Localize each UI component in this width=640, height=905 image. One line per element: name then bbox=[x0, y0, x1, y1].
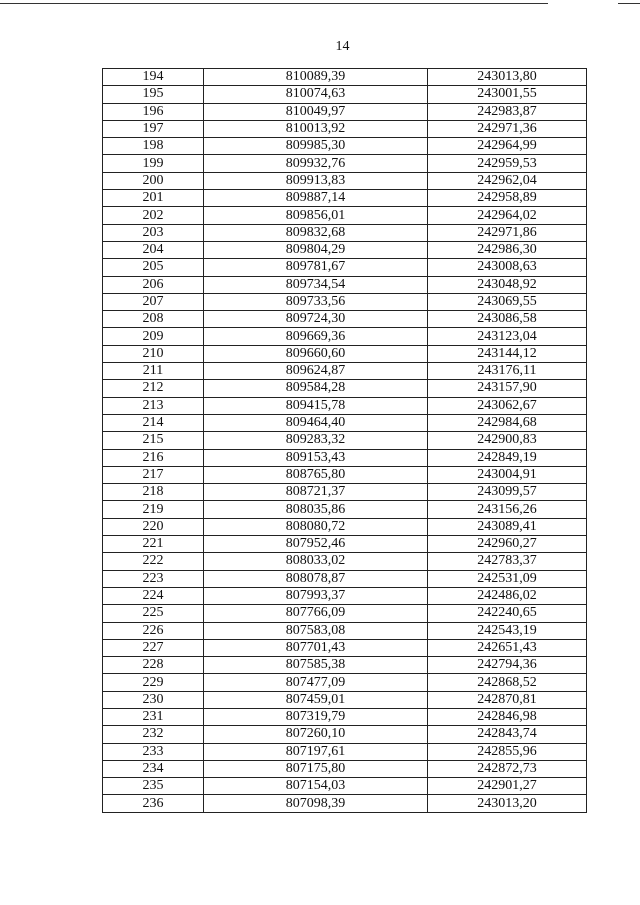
coordinates-table-body bbox=[103, 69, 587, 813]
x-coordinate-cell: 809464,40 bbox=[204, 414, 428, 431]
y-coordinate-cell: 242240,65 bbox=[428, 605, 587, 622]
point-number-cell: 203 bbox=[103, 224, 204, 241]
x-coordinate-cell: 807583,08 bbox=[204, 622, 428, 639]
x-coordinate-cell: 807154,03 bbox=[204, 778, 428, 795]
point-number-cell: 229 bbox=[103, 674, 204, 691]
table-row bbox=[103, 172, 587, 189]
table-row bbox=[103, 207, 587, 224]
table-row bbox=[103, 570, 587, 587]
point-number-cell: 219 bbox=[103, 501, 204, 518]
y-coordinate-cell: 243062,67 bbox=[428, 397, 587, 414]
x-coordinate-cell: 809415,78 bbox=[204, 397, 428, 414]
y-coordinate-cell: 243013,20 bbox=[428, 795, 587, 812]
table-row bbox=[103, 518, 587, 535]
point-number-cell: 209 bbox=[103, 328, 204, 345]
table-row bbox=[103, 397, 587, 414]
table-row bbox=[103, 501, 587, 518]
y-coordinate-cell: 243099,57 bbox=[428, 484, 587, 501]
point-number-cell: 226 bbox=[103, 622, 204, 639]
point-number-cell: 217 bbox=[103, 466, 204, 483]
x-coordinate-cell: 809804,29 bbox=[204, 241, 428, 258]
table-row bbox=[103, 414, 587, 431]
y-coordinate-cell: 242900,83 bbox=[428, 432, 587, 449]
y-coordinate-cell: 242962,04 bbox=[428, 172, 587, 189]
table-row bbox=[103, 726, 587, 743]
point-number-cell: 208 bbox=[103, 311, 204, 328]
point-number-cell: 231 bbox=[103, 708, 204, 725]
y-coordinate-cell: 242846,98 bbox=[428, 708, 587, 725]
y-coordinate-cell: 242958,89 bbox=[428, 190, 587, 207]
x-coordinate-cell: 809932,76 bbox=[204, 155, 428, 172]
table-row bbox=[103, 155, 587, 172]
table-row bbox=[103, 760, 587, 777]
y-coordinate-cell: 243144,12 bbox=[428, 345, 587, 362]
x-coordinate-cell: 809856,01 bbox=[204, 207, 428, 224]
y-coordinate-cell: 243157,90 bbox=[428, 380, 587, 397]
y-coordinate-cell: 242868,52 bbox=[428, 674, 587, 691]
x-coordinate-cell: 807952,46 bbox=[204, 536, 428, 553]
table-row bbox=[103, 605, 587, 622]
y-coordinate-cell: 242901,27 bbox=[428, 778, 587, 795]
x-coordinate-cell: 810049,97 bbox=[204, 103, 428, 120]
x-coordinate-cell: 807585,38 bbox=[204, 657, 428, 674]
table-row bbox=[103, 328, 587, 345]
y-coordinate-cell: 242960,27 bbox=[428, 536, 587, 553]
x-coordinate-cell: 809781,67 bbox=[204, 259, 428, 276]
point-number-cell: 196 bbox=[103, 103, 204, 120]
point-number-cell: 221 bbox=[103, 536, 204, 553]
table-row bbox=[103, 103, 587, 120]
x-coordinate-cell: 807319,79 bbox=[204, 708, 428, 725]
x-coordinate-cell: 807477,09 bbox=[204, 674, 428, 691]
table-row bbox=[103, 241, 587, 258]
point-number-cell: 204 bbox=[103, 241, 204, 258]
y-coordinate-cell: 243008,63 bbox=[428, 259, 587, 276]
y-coordinate-cell: 242870,81 bbox=[428, 691, 587, 708]
table-row bbox=[103, 466, 587, 483]
table-row bbox=[103, 657, 587, 674]
x-coordinate-cell: 807260,10 bbox=[204, 726, 428, 743]
x-coordinate-cell: 809153,43 bbox=[204, 449, 428, 466]
table-row bbox=[103, 674, 587, 691]
page-number: 14 bbox=[335, 39, 350, 54]
x-coordinate-cell: 809584,28 bbox=[204, 380, 428, 397]
table-row bbox=[103, 795, 587, 812]
top-scan-rule bbox=[0, 3, 548, 4]
point-number-cell: 215 bbox=[103, 432, 204, 449]
y-coordinate-cell: 242959,53 bbox=[428, 155, 587, 172]
table-row bbox=[103, 259, 587, 276]
table-row bbox=[103, 380, 587, 397]
point-number-cell: 212 bbox=[103, 380, 204, 397]
x-coordinate-cell: 807098,39 bbox=[204, 795, 428, 812]
point-number-cell: 199 bbox=[103, 155, 204, 172]
x-coordinate-cell: 809724,30 bbox=[204, 311, 428, 328]
x-coordinate-cell: 808765,80 bbox=[204, 466, 428, 483]
x-coordinate-cell: 808080,72 bbox=[204, 518, 428, 535]
y-coordinate-cell: 243176,11 bbox=[428, 363, 587, 380]
top-scan-rule-right bbox=[618, 3, 640, 4]
y-coordinate-cell: 242843,74 bbox=[428, 726, 587, 743]
table-row bbox=[103, 190, 587, 207]
point-number-cell: 224 bbox=[103, 587, 204, 604]
y-coordinate-cell: 242855,96 bbox=[428, 743, 587, 760]
table-row bbox=[103, 432, 587, 449]
point-number-cell: 206 bbox=[103, 276, 204, 293]
y-coordinate-cell: 243086,58 bbox=[428, 311, 587, 328]
x-coordinate-cell: 808035,86 bbox=[204, 501, 428, 518]
y-coordinate-cell: 243069,55 bbox=[428, 293, 587, 310]
y-coordinate-cell: 243089,41 bbox=[428, 518, 587, 535]
table-row bbox=[103, 276, 587, 293]
point-number-cell: 210 bbox=[103, 345, 204, 362]
point-number-cell: 225 bbox=[103, 605, 204, 622]
x-coordinate-cell: 808033,02 bbox=[204, 553, 428, 570]
x-coordinate-cell: 807766,09 bbox=[204, 605, 428, 622]
table-row bbox=[103, 691, 587, 708]
point-number-cell: 202 bbox=[103, 207, 204, 224]
y-coordinate-cell: 242531,09 bbox=[428, 570, 587, 587]
y-coordinate-cell: 242783,37 bbox=[428, 553, 587, 570]
y-coordinate-cell: 243048,92 bbox=[428, 276, 587, 293]
table-row bbox=[103, 536, 587, 553]
y-coordinate-cell: 243004,91 bbox=[428, 466, 587, 483]
point-number-cell: 223 bbox=[103, 570, 204, 587]
point-number-cell: 232 bbox=[103, 726, 204, 743]
table-row bbox=[103, 69, 587, 86]
y-coordinate-cell: 243013,80 bbox=[428, 69, 587, 86]
x-coordinate-cell: 807459,01 bbox=[204, 691, 428, 708]
point-number-cell: 216 bbox=[103, 449, 204, 466]
y-coordinate-cell: 242986,30 bbox=[428, 241, 587, 258]
x-coordinate-cell: 810089,39 bbox=[204, 69, 428, 86]
y-coordinate-cell: 243123,04 bbox=[428, 328, 587, 345]
point-number-cell: 234 bbox=[103, 760, 204, 777]
table-row bbox=[103, 120, 587, 137]
x-coordinate-cell: 808078,87 bbox=[204, 570, 428, 587]
x-coordinate-cell: 809660,60 bbox=[204, 345, 428, 362]
point-number-cell: 213 bbox=[103, 397, 204, 414]
y-coordinate-cell: 242971,36 bbox=[428, 120, 587, 137]
table-row bbox=[103, 293, 587, 310]
x-coordinate-cell: 809283,32 bbox=[204, 432, 428, 449]
x-coordinate-cell: 809624,87 bbox=[204, 363, 428, 380]
table-row bbox=[103, 743, 587, 760]
table-row bbox=[103, 449, 587, 466]
x-coordinate-cell: 810074,63 bbox=[204, 86, 428, 103]
y-coordinate-cell: 243001,55 bbox=[428, 86, 587, 103]
table-row bbox=[103, 778, 587, 795]
table-row bbox=[103, 708, 587, 725]
y-coordinate-cell: 242872,73 bbox=[428, 760, 587, 777]
x-coordinate-cell: 807197,61 bbox=[204, 743, 428, 760]
y-coordinate-cell: 242794,36 bbox=[428, 657, 587, 674]
point-number-cell: 228 bbox=[103, 657, 204, 674]
table-row bbox=[103, 484, 587, 501]
y-coordinate-cell: 242971,86 bbox=[428, 224, 587, 241]
table-row bbox=[103, 587, 587, 604]
point-number-cell: 197 bbox=[103, 120, 204, 137]
table-row bbox=[103, 224, 587, 241]
point-number-cell: 227 bbox=[103, 639, 204, 656]
table-row bbox=[103, 639, 587, 656]
x-coordinate-cell: 807993,37 bbox=[204, 587, 428, 604]
point-number-cell: 200 bbox=[103, 172, 204, 189]
x-coordinate-cell: 809733,56 bbox=[204, 293, 428, 310]
point-number-cell: 201 bbox=[103, 190, 204, 207]
point-number-cell: 211 bbox=[103, 363, 204, 380]
point-number-cell: 222 bbox=[103, 553, 204, 570]
y-coordinate-cell: 242964,99 bbox=[428, 138, 587, 155]
table-row bbox=[103, 345, 587, 362]
point-number-cell: 207 bbox=[103, 293, 204, 310]
point-number-cell: 220 bbox=[103, 518, 204, 535]
x-coordinate-cell: 809985,30 bbox=[204, 138, 428, 155]
x-coordinate-cell: 809734,54 bbox=[204, 276, 428, 293]
y-coordinate-cell: 243156,26 bbox=[428, 501, 587, 518]
x-coordinate-cell: 809669,36 bbox=[204, 328, 428, 345]
table-row bbox=[103, 363, 587, 380]
y-coordinate-cell: 242964,02 bbox=[428, 207, 587, 224]
point-number-cell: 235 bbox=[103, 778, 204, 795]
table-row bbox=[103, 622, 587, 639]
point-number-cell: 194 bbox=[103, 69, 204, 86]
table-row bbox=[103, 553, 587, 570]
y-coordinate-cell: 242486,02 bbox=[428, 587, 587, 604]
y-coordinate-cell: 242983,87 bbox=[428, 103, 587, 120]
coordinates-table bbox=[102, 68, 587, 813]
table-row bbox=[103, 86, 587, 103]
table-row bbox=[103, 138, 587, 155]
x-coordinate-cell: 810013,92 bbox=[204, 120, 428, 137]
x-coordinate-cell: 809913,83 bbox=[204, 172, 428, 189]
point-number-cell: 236 bbox=[103, 795, 204, 812]
y-coordinate-cell: 242651,43 bbox=[428, 639, 587, 656]
y-coordinate-cell: 242543,19 bbox=[428, 622, 587, 639]
y-coordinate-cell: 242849,19 bbox=[428, 449, 587, 466]
y-coordinate-cell: 242984,68 bbox=[428, 414, 587, 431]
x-coordinate-cell: 807175,80 bbox=[204, 760, 428, 777]
point-number-cell: 233 bbox=[103, 743, 204, 760]
point-number-cell: 205 bbox=[103, 259, 204, 276]
x-coordinate-cell: 808721,37 bbox=[204, 484, 428, 501]
x-coordinate-cell: 809887,14 bbox=[204, 190, 428, 207]
x-coordinate-cell: 809832,68 bbox=[204, 224, 428, 241]
point-number-cell: 198 bbox=[103, 138, 204, 155]
point-number-cell: 214 bbox=[103, 414, 204, 431]
table-row bbox=[103, 311, 587, 328]
point-number-cell: 195 bbox=[103, 86, 204, 103]
point-number-cell: 230 bbox=[103, 691, 204, 708]
x-coordinate-cell: 807701,43 bbox=[204, 639, 428, 656]
point-number-cell: 218 bbox=[103, 484, 204, 501]
